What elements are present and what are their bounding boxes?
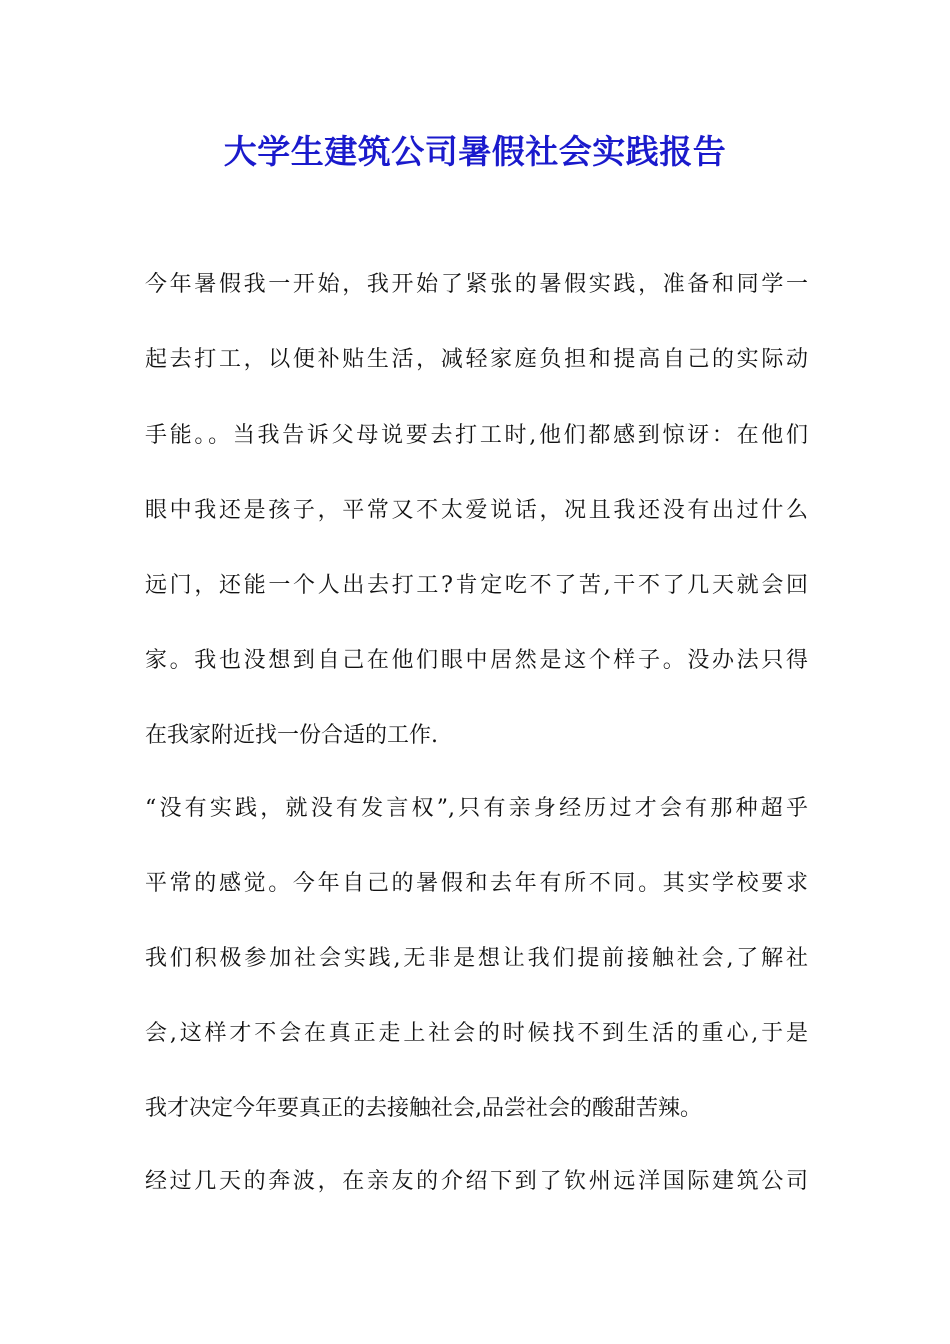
paragraph-2-line-3: 我们积极参加社会实践,无非是想让我们提前接触社会,了解社 [145,946,808,971]
paragraph-2-line-1: “没有实践，就没有发言权”,只有亲身经历过才会有那种超乎 [145,796,808,821]
paragraph-1-line-2: 起去打工，以便补贴生活，减轻家庭负担和提高自己的实际动 [145,347,808,372]
paragraph-2-line-2: 平常的感觉。今年自己的暑假和去年有所不同。其实学校要求 [145,871,808,896]
document-title: 大学生建筑公司暑假社会实践报告 [223,132,727,171]
paragraph-2-line-4: 会,这样才不会在真正走上社会的时候找不到生活的重心,于是 [145,1021,808,1046]
paragraph-3-line-1: 经过几天的奔波，在亲友的介绍下到了钦州远洋国际建筑公司 [145,1169,808,1194]
paragraph-2-line-5: 我才决定今年要真正的去接触社会,品尝社会的酸甜苦辣。 [145,1096,702,1121]
paragraph-1-line-7: 在我家附近找一份合适的工作. [145,723,438,748]
paragraph-1-line-6: 家。我也没想到自己在他们眼中居然是这个样子。没办法只得 [145,648,808,673]
paragraph-1-line-3: 手能。。当我告诉父母说要去打工时,他们都感到惊讶：在他们 [145,423,808,448]
paragraph-1-line-5: 远门，还能一个人出去打工?肯定吃不了苦,干不了几天就会回 [145,573,808,598]
paragraph-1-line-4: 眼中我还是孩子，平常又不太爱说话，况且我还没有出过什么 [145,498,808,523]
paragraph-1-line-1: 今年暑假我一开始，我开始了紧张的暑假实践，准备和同学一 [145,272,808,297]
